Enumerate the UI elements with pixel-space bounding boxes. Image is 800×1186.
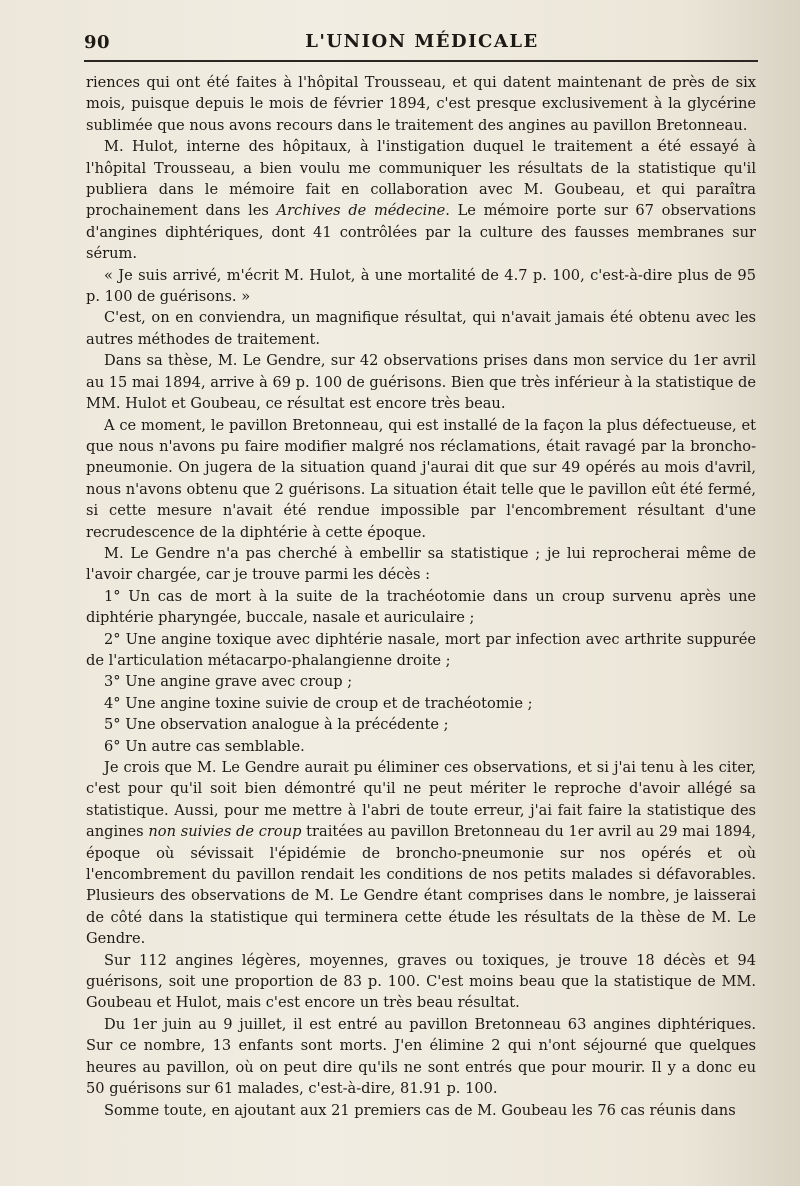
paragraph: Dans sa thèse, M. Le Gendre, sur 42 observations prises dans mon service du 1er avril au 15 mai 1894, arrive à 69 p. 100 de guérisons. Bien que très inférieur à la statistique de MM. Hulot et Goubeau, ce résultat est encore très beau.: [86, 352, 756, 413]
paragraph: Somme toute, en ajoutant aux 21 premiers cas de M. Goubeau les 76 cas réunis dans: [104, 1101, 736, 1119]
page-number: 90: [84, 32, 111, 53]
list-item: 5° Une observation analogue à la précédente ;: [104, 716, 449, 734]
emphasis-text: non suivies de croup: [148, 823, 302, 841]
paragraph: riences qui ont été faites à l'hôpital Trousseau, et qui datent maintenant de près de six mois, puisque depuis le mois de février 1894, c'est presque exclusivement à la glycérine sublimée que nous avons recours dans le traitement des angines au pavillon Bretonneau.: [86, 74, 756, 134]
list-item: 1° Un cas de mort à la suite de la trachéotomie dans un croup survenu après une diphtérie pharyngée, buccale, nasale et auriculaire ;: [86, 587, 756, 627]
paragraph: Du 1er juin au 9 juillet, il est entré au pavillon Bretonneau 63 angines diphtériques. Sur ce nombre, 13 enfants sont morts. J'en élimine 2 qui n'ont séjourné que quelques heures au pavillon, où on peut dire qu'ils ne sont entrés que pour mourir. Il y a donc eu 50 guérisons sur 61 malades, c'est-à-dire, 81.91 p. 100.: [86, 1015, 756, 1098]
list-item: 6° Un autre cas semblable.: [104, 737, 305, 755]
paragraph: M. Le Gendre n'a pas cherché à embellir sa statistique ; je lui reprocherai même de l'avoir chargée, car je trouve parmi les décès :: [86, 544, 756, 584]
running-title: L'UNION MÉDICALE: [305, 31, 539, 52]
journal-title: Archives de médecine: [276, 202, 446, 220]
paragraph-text: M. Hulot, interne des hôpitaux, à l'instigation duquel le traitement a été essayé à l'hôpital Trousseau, a bien voulu me communiquer les résultats de la statistique qu'il publiera dans le mémoire fait en collaboration avec M. Goubeau, et qui paraîtra prochainement dans les: [86, 138, 756, 220]
paragraph: [86, 757, 756, 950]
paragraph: Sur 112 angines légères, moyennes, graves ou toxiques, je trouve 18 décès et 94 guérisons, soit une proportion de 83 p. 100. C'est moins beau que la statistique de MM. Goubeau et Hulot, mais c'est encore un très beau résultat.: [86, 951, 756, 1012]
page-header: [84, 24, 760, 60]
body-text: [86, 72, 756, 1121]
paragraph: « Je suis arrivé, m'écrit M. Hulot, à une mortalité de 4.7 p. 100, c'est-à-dire plus de 95 p. 100 de guérisons. »: [86, 266, 756, 306]
paragraph-text: Je crois que M. Le Gendre aurait pu éliminer ces observations, et si j'ai tenu à les citer, c'est pour qu'il soit bien démontré qu'il ne peut mériter le reproche d'avoir allégé sa statistique. Aussi, pour me mettre à l'abri de toute erreur, j'ai fait faire la statistique des angines: [86, 759, 756, 841]
list-item: 2° Une angine toxique avec diphtérie nasale, mort par infection avec arthrite suppurée de l'articulation métacarpo-phalangienne droite ;: [86, 630, 756, 669]
list-item: 3° Une angine grave avec croup ;: [104, 673, 353, 691]
paragraph-text: . Le mémoire porte sur 67 observations d'angines diphtériques, dont 41 contrôlées par la culture des fausses membranes sur sérum.: [86, 202, 756, 263]
paragraph: C'est, on en conviendra, un magnifique résultat, qui n'avait jamais été obtenu avec les autres méthodes de traitement.: [86, 309, 756, 348]
paragraph-text: traitées au pavillon Bretonneau du 1er avril au 29 mai 1894, époque où sévissait l'épidémie de broncho-pneumonie sur nos opérés et où l'encombrement du pavillon rendait les conditions de nos petits malades si défavorables. Plusieurs des observations de M. Le Gendre étant comprises dans le nombre, je laisserai de côté dans la statistique qui terminera cette étude les résultats de la thèse de M. Le Gendre.: [86, 823, 757, 948]
list-item: 4° Une angine toxine suivie de croup et de trachéotomie ;: [104, 694, 533, 712]
paragraph: A ce moment, le pavillon Bretonneau, qui est installé de la façon la plus défectueuse, et que nous n'avons pu faire modifier malgré nos réclamations, était ravagé par la broncho-pneumonie. On jugera de la situation quand j'aurai dit que sur 49 opérés au mois d'avril, nous n'avons obtenu que 2 guérisons. La situation était telle que le pavillon eût été fermé, si cette mesure n'avait été rendue impossible par l'encombrement résultant d'une recrudescence de la diphtérie à cette époque.: [86, 416, 756, 541]
header-rule: [84, 60, 758, 62]
paragraph: [86, 136, 756, 264]
